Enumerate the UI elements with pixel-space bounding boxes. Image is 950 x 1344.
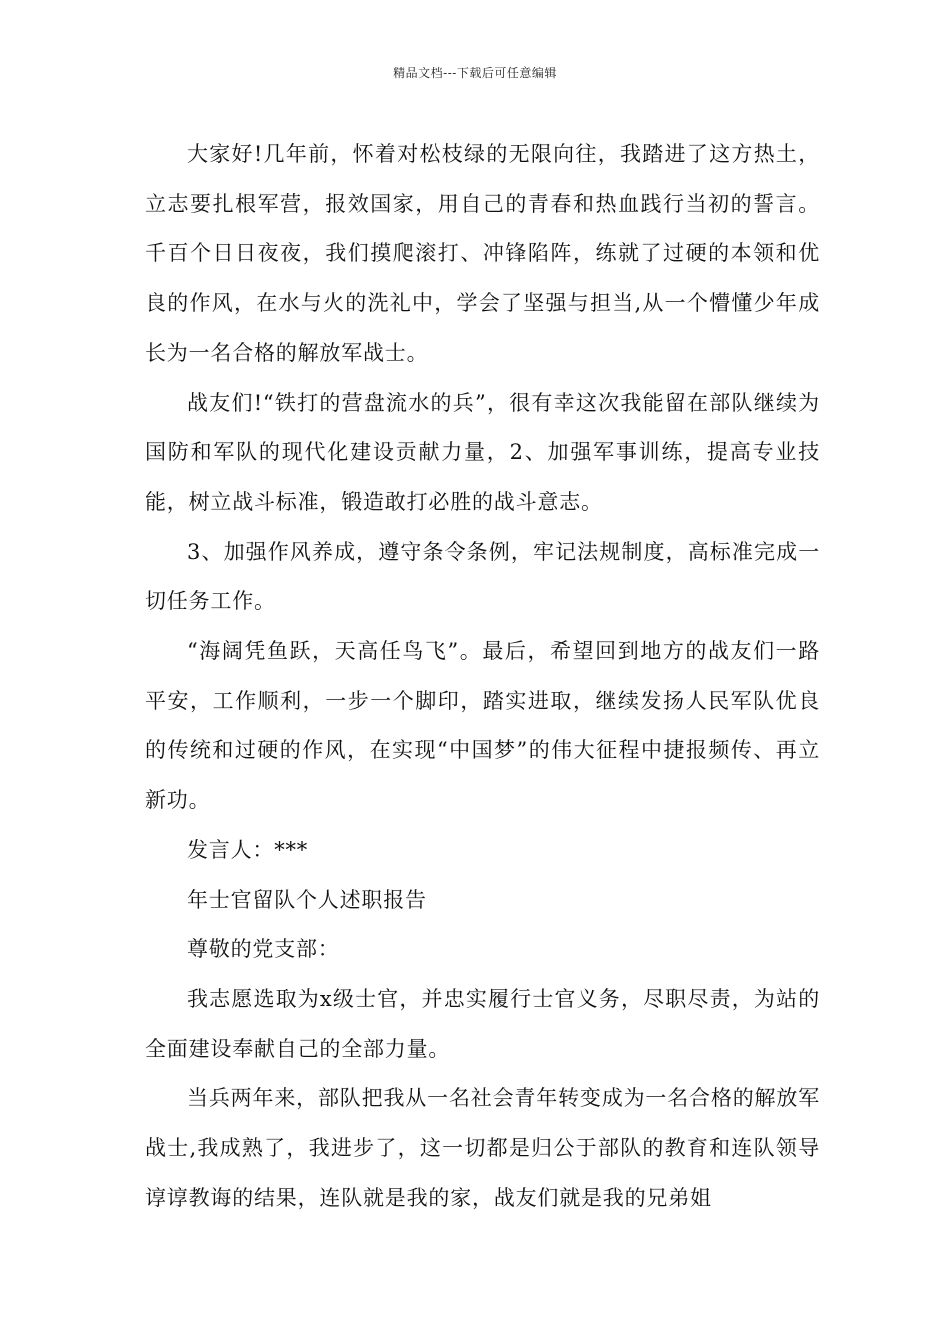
paragraph-2: 战友们!“铁打的营盘流水的兵”，很有幸这次我能留在部队继续为国防和军队的现代化建设贡献力量，2、加强军事训练，提高专业技能，树立战斗标准，锻造敢打必胜的战斗意志。	[145, 390, 820, 514]
paragraph-1: 大家好!几年前，怀着对松枝绿的无限向往，我踏进了这方热土，立志要扎根军营，报效国家，用自己的青春和热血践行当初的誓言。千百个日日夜夜，我们摸爬滚打、冲锋陷阵，练就了过硬的本领和优良的作风，在水与火的洗礼中，学会了坚强与担当,从一个懵懂少年成长为一名合格的解放军战士。	[145, 142, 820, 365]
paragraph-4: “海阔凭鱼跃，天高任鸟飞”。最后，希望回到地方的战友们一路平安，工作顺利，一步一个脚印，踏实进取，继续发扬人民军队优良的传统和过硬的作风，在实现“中国梦”的伟大征程中捷报频传、再立新功。	[145, 639, 820, 813]
paragraph-5: 我志愿选取为x级士官，并忠实履行士官义务，尽职尽责，为站的全面建设奉献自己的全部力量。	[145, 986, 820, 1061]
page-header: 精品文档---下载后可任意编辑	[393, 66, 557, 80]
speaker-line: 发言人：***	[187, 837, 309, 862]
report-title: 年士官留队个人述职报告	[187, 887, 427, 912]
paragraph-6: 当兵两年来，部队把我从一名社会青年转变成为一名合格的解放军战士,我成熟了，我进步了，这一切都是归公于部队的教育和连队领导谆谆教诲的结果，连队就是我的家，战友们就是我的兄弟姐	[145, 1086, 820, 1210]
paragraph-3: 3、加强作风养成，遵守条令条例，牢记法规制度，高标准完成一切任务工作。	[145, 539, 820, 614]
salutation: 尊敬的党支部：	[187, 937, 340, 962]
document-body	[145, 130, 820, 1223]
